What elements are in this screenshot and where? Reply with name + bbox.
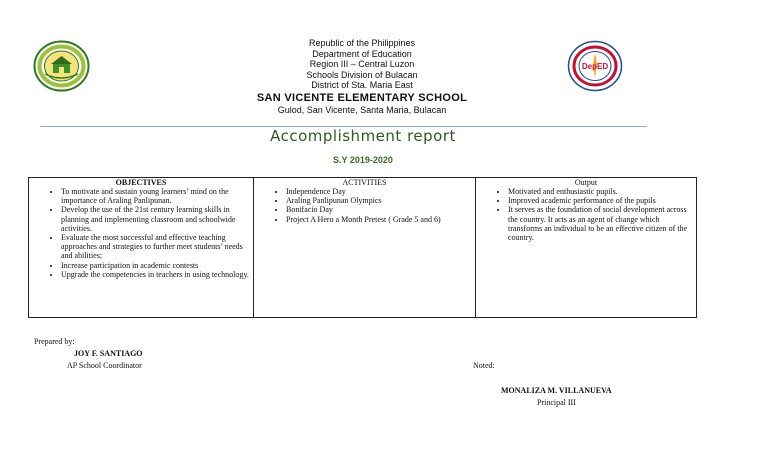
activities-list [254,187,475,224]
activities-column [253,178,475,317]
objective-item: • Increase participation in academic contests [61,261,253,270]
objective-item: • Develop the use of the 21st century learning skills in planning and implementing classroom and schoolwide activities. [61,205,253,233]
accomplishment-table [28,177,697,318]
header-line-republic: Republic of the Philippines [308,38,416,48]
activity-item: • Independence Day [286,187,475,196]
school-year: S.Y 2019-2020 [333,155,393,165]
output-header: Output [574,178,598,187]
letterhead [220,38,504,115]
objective-item: • Evaluate the most successful and effective teaching approaches and strategies to further meet students’ needs and abilities; [61,233,253,261]
activity-item: • Bonifacio Day [286,205,475,214]
activity-item: • Project A Hero a Month Pretest ( Grade 5 and 6) [286,215,475,224]
svg-text:DepED: DepED [581,62,609,71]
deped-seal-logo [567,40,623,92]
activity-item: • Araling Panlipunan Olympics [286,196,475,205]
noted-by-title: Principal III [537,398,576,407]
objectives-column [29,178,253,317]
output-item: • Motivated and enthusiastic pupils. [508,187,688,196]
prepared-by-title: AP School Coordinator [67,361,142,370]
school-name: SAN VICENTE ELEMENTARY SCHOOL [256,91,468,104]
prepared-by-label: Prepared by: [34,337,75,346]
noted-label: Noted: [473,361,495,370]
prepared-by-name: JOY F. SANTIAGO [74,349,143,358]
output-list [476,187,696,242]
objectives-list [29,187,253,279]
objectives-header: OBJECTIVES [115,178,167,187]
header-line-region: Region III – Central Luzon [309,59,415,69]
output-item: • It serves as the foundation of social development across the country. It acts as an agent of change which transforms an individual to be an effective citizen of the country. [508,205,688,242]
school-address: Gulod, San Vicente, Santa Maria, Bulacan [277,104,447,115]
report-title: Accomplishment report [270,127,456,145]
header-line-division: Schools Division of Bulacan [306,69,418,80]
header-line-department: Department of Education [312,48,412,59]
school-seal-logo [33,40,90,92]
header-line-district: District of Sta. Maria East [311,80,413,90]
objective-item: • Upgrade the competencies in teachers in using technology. [61,270,253,279]
activities-header: ACTIVITIES [342,178,387,187]
noted-by-name: MONALIZA M. VILLANUEVA [501,386,612,395]
output-item: • Improved academic performance of the pupils [508,196,688,205]
objective-item: • To motivate and sustain young learners’ mind on the importance of Araling Panlipunan. [61,187,253,205]
output-column [475,178,696,317]
